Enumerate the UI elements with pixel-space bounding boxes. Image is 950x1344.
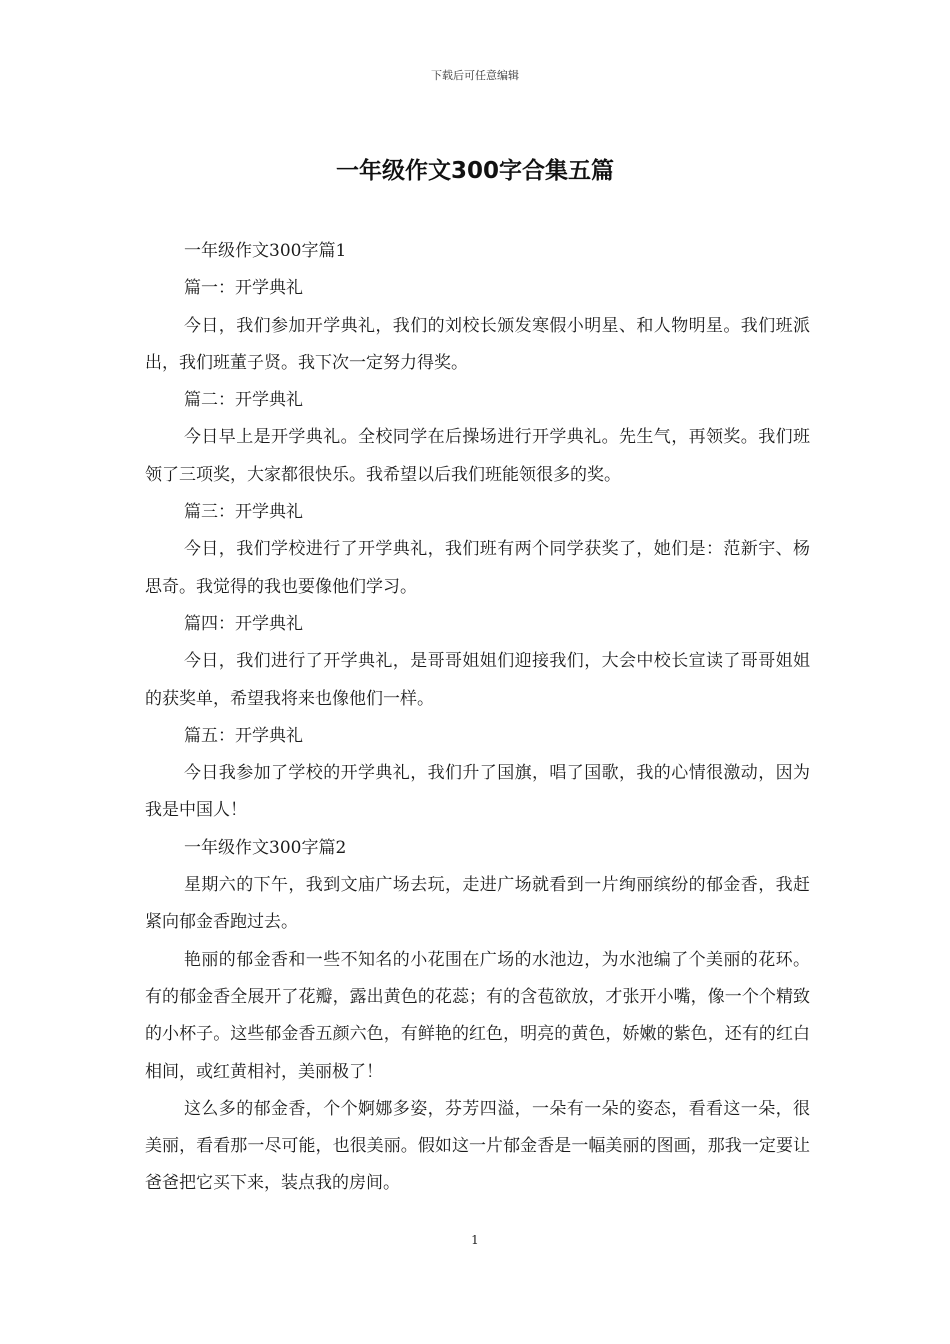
paragraph: 篇五：开学典礼: [184, 725, 303, 746]
paragraph: 篇二：开学典礼: [184, 390, 303, 411]
paragraph: 今日，我们进行了开学典礼，是哥哥姐姐们迎接我们，大会中校长宣读了哥哥姐姐的获奖单，希望我将来也像他们一样。: [145, 651, 810, 709]
page-header: 下载后可任意编辑: [431, 69, 519, 82]
paragraph: 这么多的郁金香，个个婀娜多姿，芬芳四溢，一朵有一朵的姿态，看看这一朵，很美丽，看看那一尽可能，也很美丽。假如这一片郁金香是一幅美丽的图画，那我一定要让爸爸把它买下来，装点我的房间。: [145, 1098, 810, 1194]
paragraph: 篇一：开学典礼: [184, 278, 303, 299]
paragraph: 今日早上是开学典礼。全校同学在后操场进行开学典礼。先生气，再领奖。我们班领了三项奖，大家都很快乐。我希望以后我们班能领很多的奖。: [145, 427, 810, 485]
document-title: 一年级作文300字合集五篇: [335, 158, 614, 184]
paragraph: 今日，我们学校进行了开学典礼，我们班有两个同学获奖了，她们是：范新宇、杨思奇。我觉得的我也要像他们学习。: [145, 539, 810, 597]
paragraph: 一年级作文300字篇1: [184, 241, 347, 261]
paragraph: 星期六的下午，我到文庙广场去玩，走进广场就看到一片绚丽缤纷的郁金香，我赶紧向郁金香跑过去。: [145, 875, 810, 933]
paragraph: 篇四：开学典礼: [184, 613, 303, 634]
paragraph: 艳丽的郁金香和一些不知名的小花围在广场的水池边，为水池编了个美丽的花环。有的郁金香全展开了花瓣，露出黄色的花蕊；有的含苞欲放，才张开小嘴，像一个个精致的小杯子。这些郁金香五颜六色，有鲜艳的红色，明亮的黄色，娇嫩的紫色，还有的红白相间，或红黄相衬，美丽极了！: [145, 949, 810, 1082]
page-number: 1: [471, 1233, 479, 1247]
document-body: [145, 233, 810, 1203]
paragraph: 一年级作文300字篇2: [184, 837, 347, 858]
paragraph: 篇三：开学典礼: [184, 502, 303, 523]
paragraph: 今日我参加了学校的开学典礼，我们升了国旗，唱了国歌，我的心情很激动，因为我是中国人！: [145, 763, 810, 821]
paragraph: 今日，我们参加开学典礼，我们的刘校长颁发寒假小明星、和人物明星。我们班派出，我们班董子贤。我下次一定努力得奖。: [145, 315, 810, 373]
